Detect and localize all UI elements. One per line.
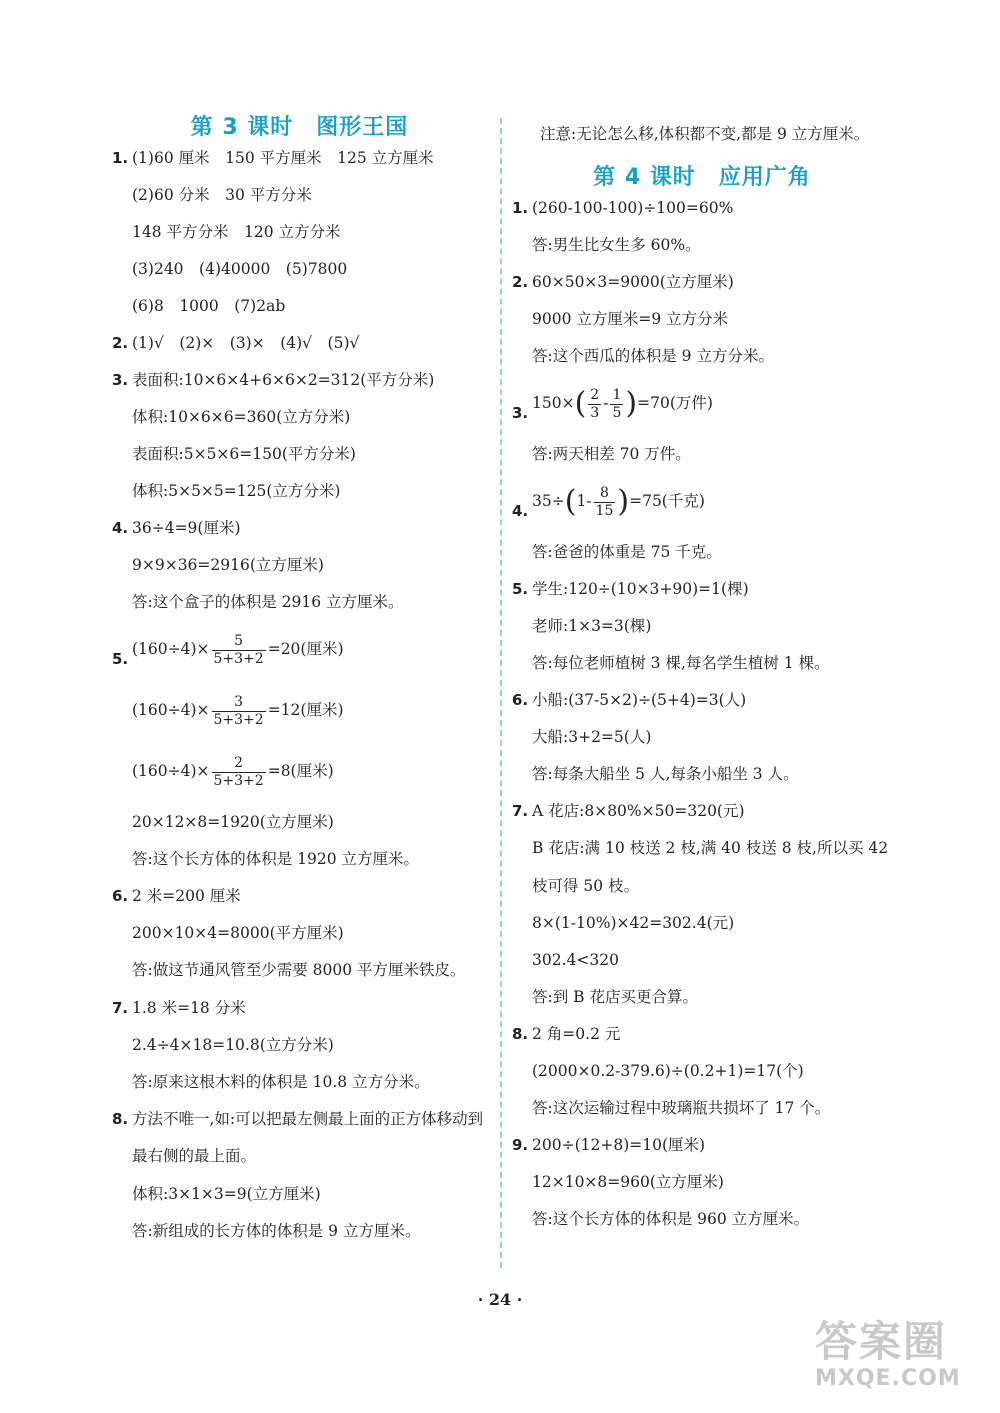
r-q6-line2: 大船:3+2=5(人) (532, 728, 652, 746)
fraction: $\frac{1}{5}$ (612, 386, 622, 421)
q1-line2: (2)60 分米 30 平方分米 (132, 186, 312, 204)
r-q5-line1: 5. 学生:120÷(10×3+90)=1(棵) (512, 580, 749, 598)
fraction: $\frac{2}{3}$ (590, 386, 600, 421)
q-number: 6. (112, 887, 129, 905)
q4-line3: 答:这个盒子的体积是 2916 立方厘米。 (132, 593, 404, 611)
q-number: 3. (512, 404, 529, 422)
q-number: 1. (112, 149, 129, 167)
r-q1-line1: 1. (260-100-100)÷100=60% (512, 199, 734, 217)
q6-line3: 答:做这节通风管至少需要 8000 平方厘米铁皮。 (132, 961, 466, 979)
section-title-lesson4: 第 4 课时 应用广角 (593, 165, 811, 190)
q1-line4: (3)240 (4)40000 (5)7800 (132, 260, 348, 278)
r-q5-line2: 老师:1×3=3(棵) (532, 617, 652, 635)
r-q7-line1: 7. A 花店:8×80%×50=320(元) (512, 802, 745, 820)
r-q2-line3: 答:这个西瓜的体积是 9 立方分米。 (532, 347, 774, 365)
r-q4-line1: 4. 35÷(1- $\frac{8}{15}$ )=75(千克) (512, 481, 892, 521)
q1-line1: 1. (1)60 厘米 150 平方厘米 125 立方厘米 (112, 149, 434, 167)
q-number: 9. (512, 1136, 529, 1154)
q2-line1: 2. (1)√ (2)× (3)× (4)√ (5)√ (112, 334, 360, 352)
fraction: $\frac{5}{5+3+2}$ (213, 632, 264, 667)
fraction: $\frac{2}{5+3+2}$ (213, 754, 264, 789)
q8-note: 注意:无论怎么移,体积都不变,都是 9 立方厘米。 (540, 125, 870, 143)
column-divider (500, 118, 502, 1268)
q8-line2: 体积:3×1×3=9(立方厘米) (132, 1185, 321, 1203)
r-q3-line2: 答:两天相差 70 万件。 (532, 445, 691, 463)
q6-line1: 6. 2 米=200 厘米 (112, 887, 241, 905)
left-column (112, 108, 487, 1258)
q-number: 8. (512, 1025, 529, 1043)
fraction: $\frac{3}{5+3+2}$ (213, 693, 264, 728)
r-q2-line1: 2. 60×50×3=9000(立方厘米) (512, 273, 734, 291)
q5-line3: (160÷4)× $\frac{2}{5+3+2}$ =8(厘米) (132, 754, 334, 789)
q5-line4: 20×12×8=1920(立方厘米) (132, 813, 334, 831)
q8-line1: 8. 方法不唯一,如:可以把最左侧最上面的正方体移动到最右侧的最上面。 (112, 1101, 487, 1175)
page-number: · 24 · (477, 1290, 523, 1309)
q7-line1: 7. 1.8 米=18 分米 (112, 999, 246, 1017)
q1-line5: (6)8 1000 (7)2ab (132, 297, 286, 315)
q4-line1: 4. 36÷4=9(厘米) (112, 519, 241, 537)
q-number: 2. (512, 273, 529, 291)
q-number: 4. (512, 502, 529, 520)
r-q2-line2: 9000 立方厘米=9 立方分米 (532, 310, 729, 328)
fraction: $\frac{8}{15}$ (595, 484, 614, 519)
q-number: 8. (112, 1110, 129, 1128)
r-q4-line2: 答:爸爸的体重是 75 千克。 (532, 543, 722, 561)
q-number: 5. (512, 580, 529, 598)
q-number: 3. (112, 371, 129, 389)
q3-line3: 表面积:5×5×6=150(平方分米) (132, 445, 356, 463)
r-q1-line2: 答:男生比女生多 60%。 (532, 236, 701, 254)
q4-line2: 9×9×36=2916(立方厘米) (132, 556, 324, 574)
q7-line3: 答:原来这根木料的体积是 10.8 立方分米。 (132, 1073, 430, 1091)
q-number: 6. (512, 691, 529, 709)
q-number: 2. (112, 334, 129, 352)
r-q8-line1: 8. 2 角=0.2 元 (512, 1025, 621, 1043)
r-q9-line3: 答:这个长方体的体积是 960 立方厘米。 (532, 1210, 810, 1228)
r-q9-line2: 12×10×8=960(立方厘米) (532, 1173, 724, 1191)
q-number: 1. (512, 199, 529, 217)
r-q3-line1: 3. 150×( $\frac{2}{3}$ - $\frac{1}{5}$ )=70(万件) (512, 383, 892, 423)
r-q7-line5: 答:到 B 花店买更合算。 (532, 988, 698, 1006)
r-q6-line3: 答:每条大船坐 5 人,每条小船坐 3 人。 (532, 765, 799, 783)
r-q9-line1: 9. 200÷(12+8)=10(厘米) (512, 1136, 706, 1154)
r-q6-line1: 6. 小船:(37-5×2)÷(5+4)=3(人) (512, 691, 747, 709)
q3-line1: 3. 表面积:10×6×4+6×6×2=312(平方分米) (112, 371, 435, 389)
q3-line2: 体积:10×6×6=360(立方分米) (132, 408, 351, 426)
q5-line5: 答:这个长方体的体积是 1920 立方厘米。 (132, 850, 420, 868)
q-number: 4. (112, 519, 129, 537)
r-q8-line2: (2000×0.2-379.6)÷(0.2+1)=17(个) (532, 1062, 804, 1080)
q-number: 7. (112, 999, 129, 1017)
q7-line2: 2.4÷4×18=10.8(立方分米) (132, 1036, 334, 1054)
q-number: 7. (512, 802, 529, 820)
q5-line2: (160÷4)× $\frac{3}{5+3+2}$ =12(厘米) (132, 693, 344, 728)
q5-line1: 5. (160÷4)× $\frac{5}{5+3+2}$ =20(厘米) (112, 629, 487, 669)
q-number: 5. (112, 650, 129, 668)
r-q8-line3: 答:这次运输过程中玻璃瓶共损坏了 17 个。 (532, 1099, 831, 1117)
q1-line3: 148 平方分米 120 立方分米 (132, 223, 341, 241)
q8-line3: 答:新组成的长方体的体积是 9 立方厘米。 (132, 1222, 421, 1240)
r-q7-line3: 8×(1-10%)×42=302.4(元) (532, 914, 735, 932)
r-q5-line3: 答:每位老师植树 3 棵,每名学生植树 1 棵。 (532, 654, 830, 672)
r-q7-line2: B 花店:满 10 枝送 2 枝,满 40 枝送 8 枝,所以买 42 枝可得 50 枝。 (532, 839, 889, 895)
q6-line2: 200×10×4=8000(平方厘米) (132, 924, 344, 942)
r-q7-line4: 302.4<320 (532, 951, 619, 969)
right-column (512, 116, 892, 1246)
watermark-logo: 答案圈 MXQE.COM (815, 1317, 961, 1391)
q3-line4: 体积:5×5×5=125(立方分米) (132, 482, 341, 500)
section-title-lesson3: 第 3 课时 图形王国 (190, 115, 409, 140)
